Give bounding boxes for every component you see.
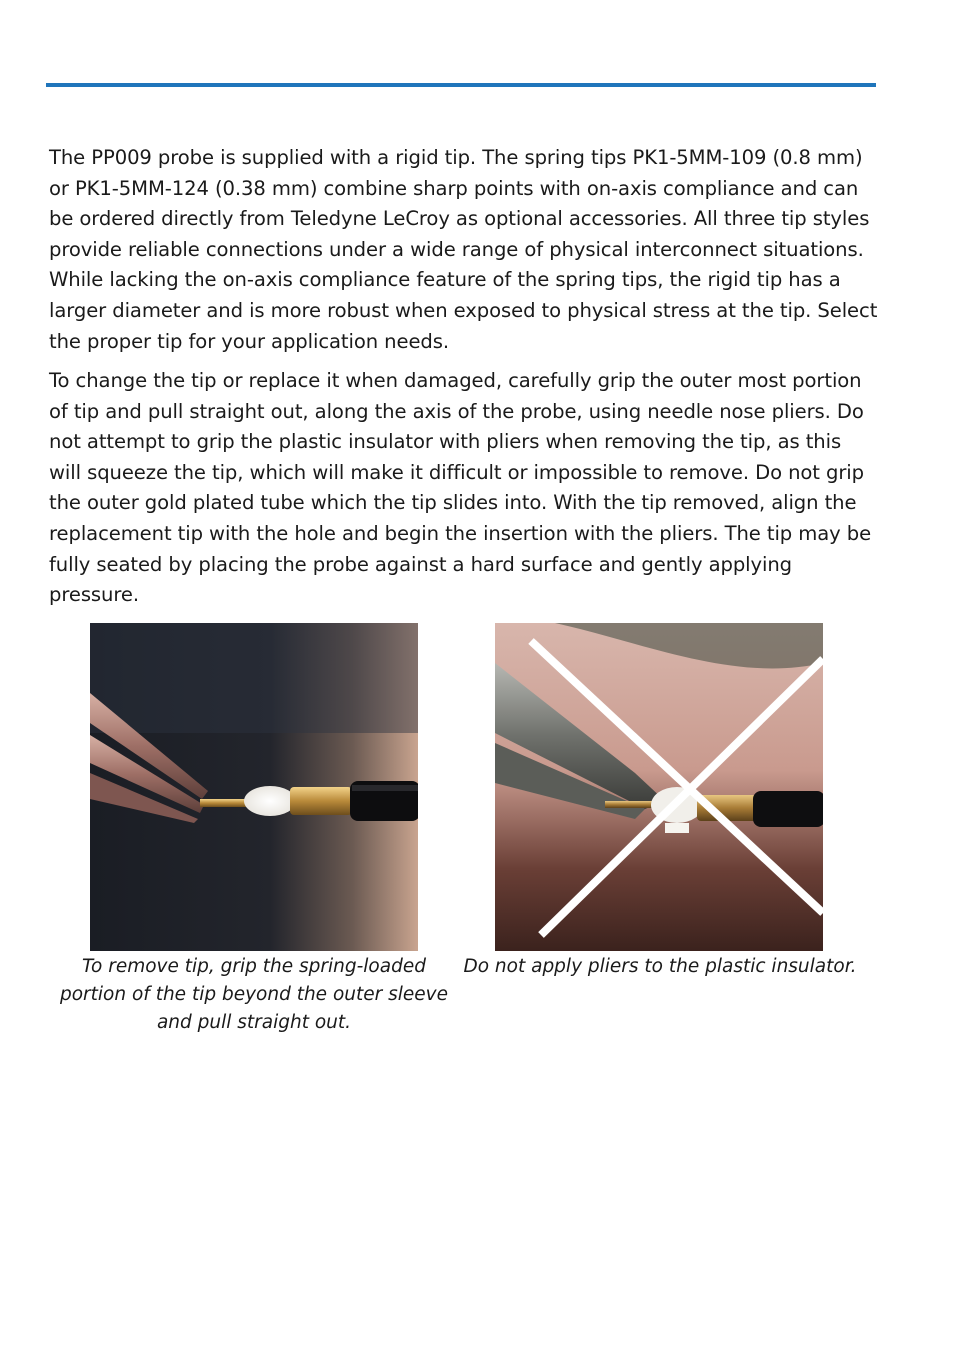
photo-incorrect-insulator-grip	[495, 623, 823, 951]
caption-incorrect-insulator-grip: Do not apply pliers to the plastic insulator.	[463, 956, 857, 977]
caption-correct-tip-removal: To remove tip, grip the spring-loaded portion of the tip beyond the outer sleeve and pull straight out.	[60, 956, 448, 1033]
paragraph-tip-types: The PP009 probe is supplied with a rigid tip. The spring tips PK1-5MM-109 (0.8 mm) or PK1-5MM-124 (0.38 mm) combine sharp points with on-axis compliance and can be ordered directly from Teledyne LeCroy as optional accessories. All three tip styles provide reliable connections under a wide range of physical interconnect situations. While lacking the on-axis compliance feature of the spring tips, the rigid tip has a larger diameter and is more robust when exposed to physical stress at the tip. Select the proper tip for your application needs.	[49, 146, 878, 353]
header-rule	[46, 83, 876, 87]
paragraph-tip-replacement: To change the tip or replace it when damaged, carefully grip the outer most portion of tip and pull straight out, along the axis of the probe, using needle nose pliers. Do not attempt to grip the plastic insulator with pliers when removing the tip, as this will squeeze the tip, which will make it difficult or impossible to remove. Do not grip the outer gold plated tube which the tip slides into. With the tip removed, align the replacement tip with the hole and begin the insertion with the pliers. The tip may be fully seated by placing the probe against a hard surface and gently applying pressure.	[49, 369, 872, 607]
photo-correct-tip-removal	[90, 623, 418, 951]
